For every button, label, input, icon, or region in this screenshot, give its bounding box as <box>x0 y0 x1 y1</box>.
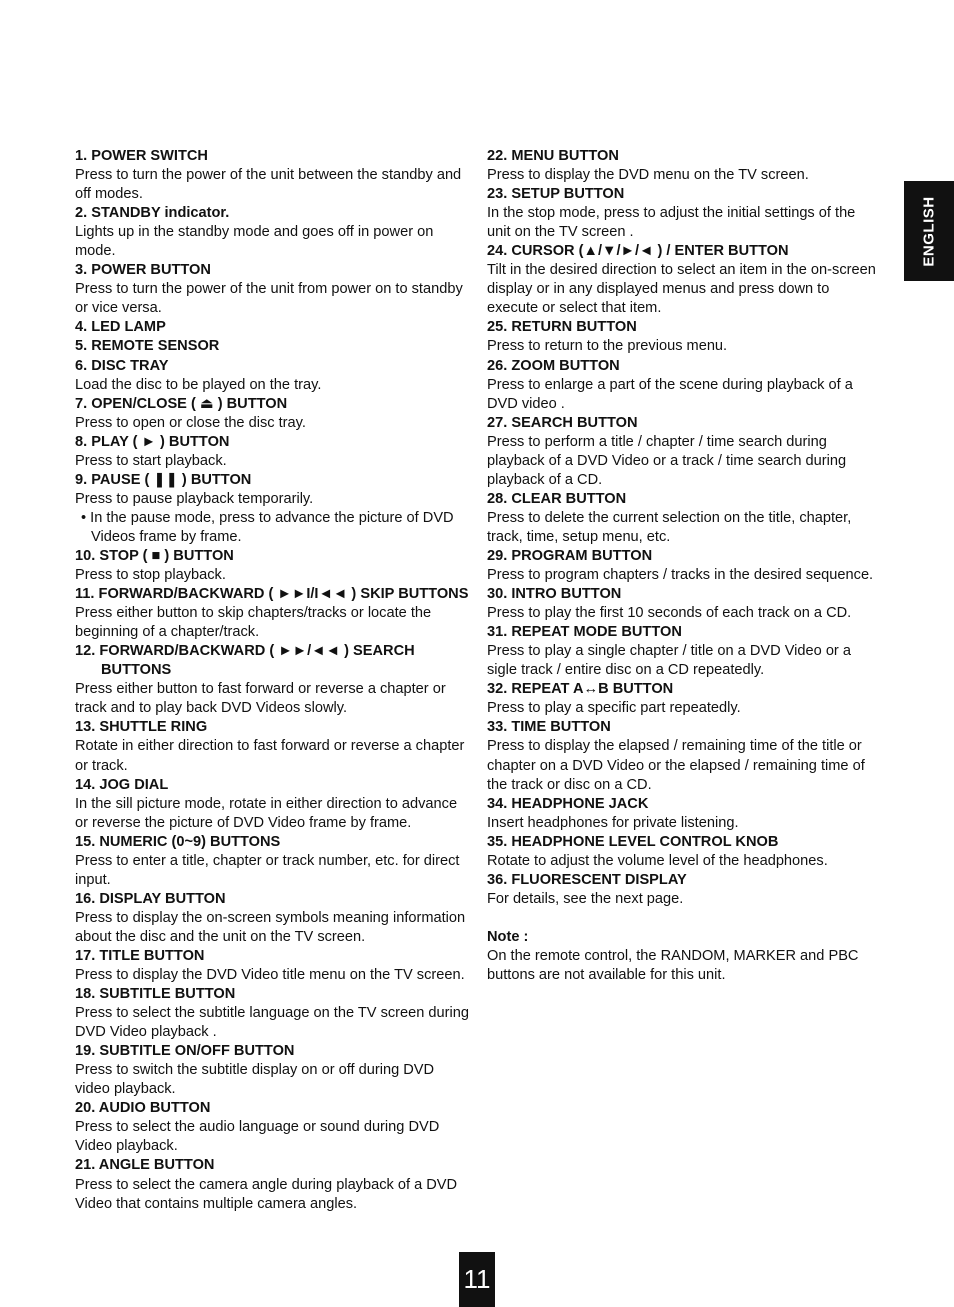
item-menu-button: 22. MENU BUTTON Press to display the DVD menu on the TV screen. <box>487 148 809 184</box>
item-power-switch: 1. POWER SWITCH Press to turn the power of the unit between the standby and off modes. <box>75 148 462 203</box>
item-jog-dial: 14. JOG DIAL In the sill picture mode, rotate in either direction to advance or reverse the picture of DVD Video frame by frame. <box>75 776 458 831</box>
item-power-button: 3. POWER BUTTON Press to turn the power of the unit from power on to standby or vice versa. <box>75 262 463 317</box>
item-time-button: 33. TIME BUTTON Press to display the elapsed / remaining time of the title or chapter on a DVD Video or the elapsed / remaining time of the track or disc on a CD. <box>487 719 865 793</box>
item-intro-button: 30. INTRO BUTTON Press to play the first 10 seconds of each track on a CD. <box>487 586 852 622</box>
item-numeric-buttons: 15. NUMERIC (0~9) BUTTONS Press to enter a title, chapter or track number, etc. for direct input. <box>75 833 460 888</box>
item-headphone-level-knob: 35. HEADPHONE LEVEL CONTROL KNOB Rotate to adjust the volume level of the headphones. <box>487 833 828 869</box>
item-repeat-ab-button: 32. REPEAT A↔B BUTTON Press to play a specific part repeatedly. <box>487 681 741 717</box>
item-audio-button: 20. AUDIO BUTTON Press to select the audio language or sound during DVD Video playback. <box>75 1100 440 1155</box>
item-led-lamp: 4. LED LAMP <box>75 319 166 336</box>
item-setup-button: 23. SETUP BUTTON In the stop mode, press to adjust the initial settings of the unit on the TV screen . <box>487 186 856 241</box>
item-play-button: 8. PLAY ( ► ) BUTTON Press to start playback. <box>75 433 230 469</box>
item-program-button: 29. PROGRAM BUTTON Press to program chapters / tracks in the desired sequence. <box>487 547 874 584</box>
item-repeat-mode-button: 31. REPEAT MODE BUTTON Press to play a single chapter / title on a DVD Video or a sigle track / entire disc on a CD repeatedly. <box>487 624 851 679</box>
item-search-buttons: 12. FORWARD/BACKWARD ( ►►/◄◄ ) SEARCH BUTTONS Press either button to fast forward or reverse a chapter or track and to play back DVD Videos slowly. <box>75 643 446 717</box>
item-skip-buttons: 11. FORWARD/BACKWARD ( ►►I/I◄◄ ) SKIP BUTTONS Press either button to skip chapters/tracks or locate the beginning of a chapter/track. <box>75 586 469 641</box>
item-disc-tray: 6. DISC TRAY Load the disc to be played on the tray. <box>75 357 322 393</box>
item-pause-button: 9. PAUSE ( ❚❚ ) BUTTON Press to pause playback temporarily. • In the pause mode, press to advance the picture of DVD Videos frame by frame. <box>75 471 470 547</box>
left-column <box>75 147 470 1214</box>
item-standby-indicator: 2. STANDBY indicator. Lights up in the standby mode and goes off in power on mode. <box>75 205 434 260</box>
item-shuttle-ring: 13. SHUTTLE RING Rotate in either direction to fast forward or reverse a chapter or track. <box>75 719 465 774</box>
item-angle-button: 21. ANGLE BUTTON Press to select the camera angle during playback of a DVD Video that contains multiple camera angles. <box>75 1157 458 1212</box>
item-subtitle-button: 18. SUBTITLE BUTTON Press to select the subtitle language on the TV screen during DVD Video playback . <box>75 986 470 1041</box>
item-return-button: 25. RETURN BUTTON Press to return to the previous menu. <box>487 319 728 355</box>
item-subtitle-on-off-button: 19. SUBTITLE ON/OFF BUTTON Press to switch the subtitle display on or off during DVD video playback. <box>75 1043 435 1098</box>
language-tab <box>904 181 954 281</box>
item-search-button: 27. SEARCH BUTTON Press to perform a title / chapter / time search during playback of a DVD Video or a track / time search during playback of a CD. <box>487 414 847 488</box>
pause-bullet-note: • In the pause mode, press to advance the picture of DVD Videos frame by frame. <box>81 509 454 545</box>
right-column <box>487 147 882 985</box>
item-title-button: 17. TITLE BUTTON Press to display the DVD Video title menu on the TV screen. <box>75 947 465 984</box>
item-cursor-enter-button: 24. CURSOR (▲/▼/►/◄ ) / ENTER BUTTON Tilt in the desired direction to select an item in the on-screen display or in any displayed menus and press down to execute or select that item. <box>487 243 876 317</box>
item-clear-button: 28. CLEAR BUTTON Press to delete the current selection on the title, chapter, track, time, setup menu, etc. <box>487 490 852 545</box>
item-zoom-button: 26. ZOOM BUTTON Press to enlarge a part of the scene during playback of a DVD video . <box>487 357 853 412</box>
language-tab-label: ENGLISH <box>920 195 938 267</box>
note: Note : On the remote control, the RANDOM, MARKER and PBC buttons are not available for this unit. <box>487 928 859 983</box>
page-number: 11 <box>459 1252 495 1307</box>
item-stop-button: 10. STOP ( ■ ) BUTTON Press to stop playback. <box>75 547 234 584</box>
item-headphone-jack: 34. HEADPHONE JACK Insert headphones for private listening. <box>487 795 739 831</box>
item-display-button: 16. DISPLAY BUTTON Press to display the on-screen symbols meaning information about the disc and the unit on the TV screen. <box>75 890 466 945</box>
item-remote-sensor: 5. REMOTE SENSOR <box>75 338 220 355</box>
item-fluorescent-display: 36. FLUORESCENT DISPLAY For details, see the next page. <box>487 871 687 907</box>
item-open-close-button: 7. OPEN/CLOSE ( ⏏ ) BUTTON Press to open or close the disc tray. <box>75 395 306 431</box>
